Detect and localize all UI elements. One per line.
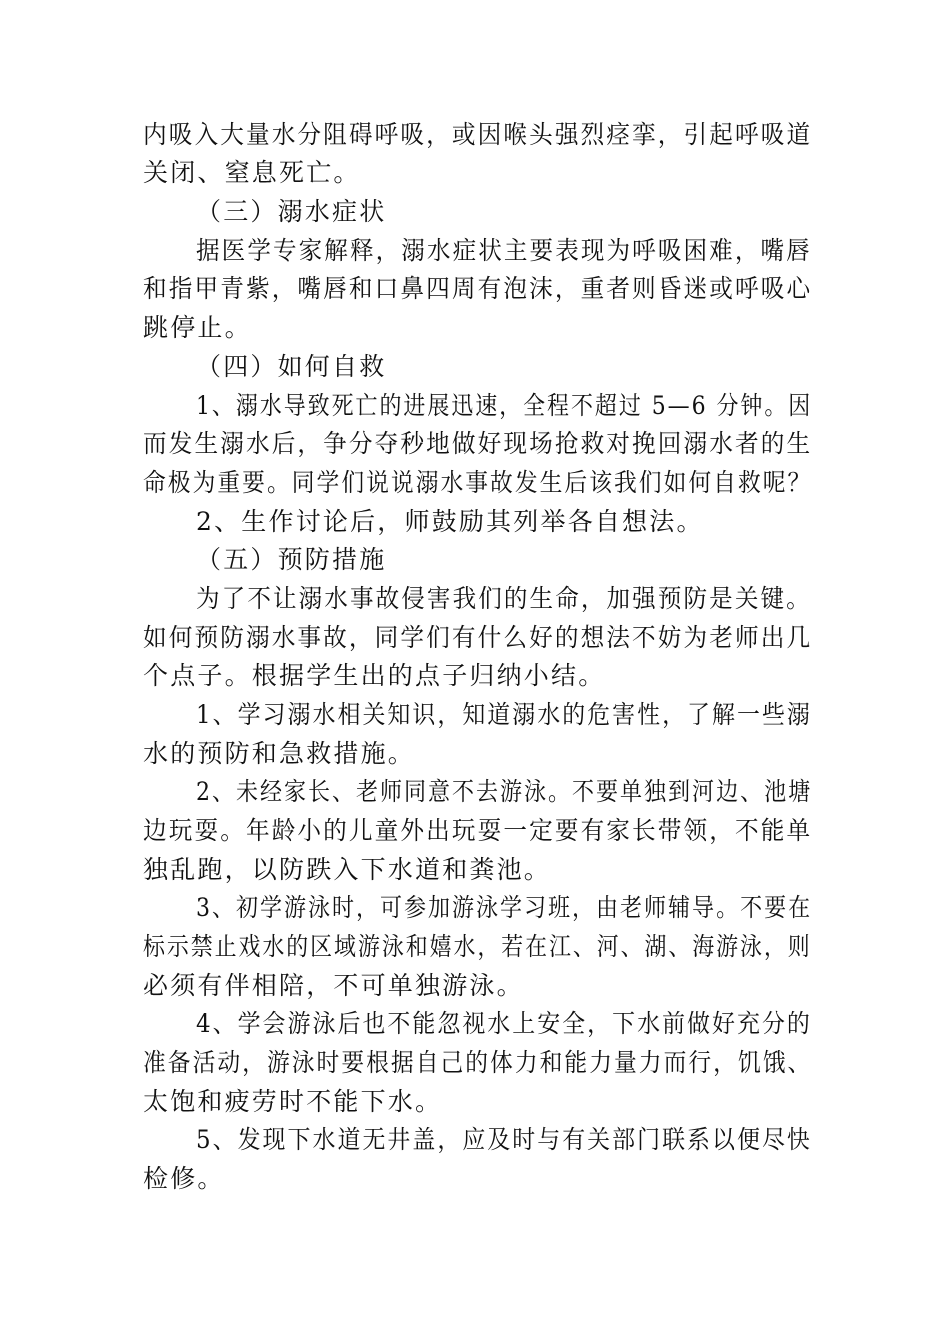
section-heading: （四）如何自救 — [196, 352, 387, 381]
body-line: 2、未经家长、老师同意不去游泳。不要单独到河边、池塘 — [196, 777, 813, 806]
body-line: 据医学专家解释，溺水症状主要表现为呼吸困难，嘴唇 — [196, 236, 812, 265]
body-line: 关闭、窒息死亡。 — [143, 158, 361, 187]
body-line: 如何预防溺水事故，同学们有什么好的想法不妨为老师出几 — [143, 623, 813, 652]
body-line: 2、生作讨论后，师鼓励其列举各自想法。 — [196, 507, 704, 536]
body-line: 4、学会游泳后也不能忽视水上安全，下水前做好充分的 — [196, 1009, 812, 1038]
body-line: 1、学习溺水相关知识，知道溺水的危害性，了解一些溺 — [196, 700, 812, 729]
body-line: 边玩耍。年龄小的儿童外出玩耍一定要有家长带领，不能单 — [143, 816, 813, 845]
body-line: 1、溺水导致死亡的进展迅速，全程不超过 5—6 分钟。因 — [196, 391, 813, 420]
section-heading: （五）预防措施 — [196, 545, 387, 574]
body-line: 个点子。根据学生出的点子归纳小结。 — [143, 661, 606, 690]
body-line: 独乱跑，以防跌入下水道和粪池。 — [143, 855, 552, 884]
body-line: 而发生溺水后，争分夺秒地做好现场抢救对挽回溺水者的生 — [143, 429, 813, 458]
body-line: 为了不让溺水事故侵害我们的生命，加强预防是关键。 — [196, 584, 812, 613]
body-line: 准备活动，游泳时要根据自己的体力和能力量力而行，饥饿、 — [143, 1048, 813, 1077]
section-heading: （三）溺水症状 — [196, 197, 387, 226]
body-line: 检修。 — [143, 1164, 225, 1193]
body-line: 跳停止。 — [143, 313, 252, 342]
body-line: 5、发现下水道无井盖，应及时与有关部门联系以便尽快 — [196, 1125, 812, 1154]
body-line: 必须有伴相陪，不可单独游泳。 — [143, 971, 524, 1000]
body-line: 和指甲青紫，嘴唇和口鼻四周有泡沫，重者则昏迷或呼吸心 — [143, 274, 813, 303]
body-line: 内吸入大量水分阻碍呼吸，或因喉头强烈痉挛，引起呼吸道 — [143, 120, 813, 149]
body-line: 3、初学游泳时，可参加游泳学习班，由老师辅导。不要在 — [196, 893, 813, 922]
body-line: 水的预防和急救措施。 — [143, 739, 416, 768]
body-line: 标示禁止戏水的区域游泳和嬉水，若在江、河、湖、海游泳，则 — [143, 932, 812, 961]
body-line: 太饱和疲劳时不能下水。 — [143, 1087, 443, 1116]
body-line: 命极为重要。同学们说说溺水事故发生后该我们如何自救呢？ — [143, 468, 813, 497]
